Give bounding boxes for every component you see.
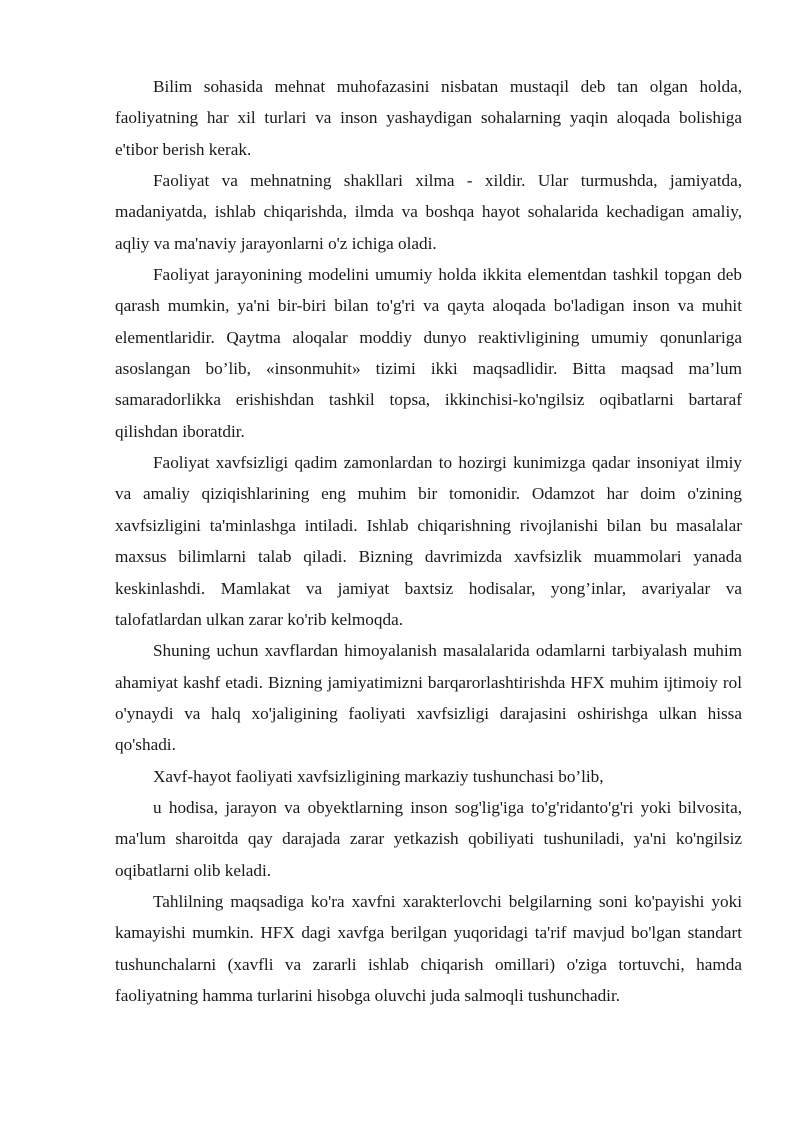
paragraph: Faoliyat jarayonining modelini umumiy holda ikkita elementdan tashkil topgan deb qarash mumkin, ya'ni bir-biri bilan to'g'ri va qayta aloqada bo'ladigan inson va muhit elementlaridir. Qaytma aloqalar moddiy dunyo reaktivligining umumiy qonunlariga asoslangan bo’lib, «insonmuhit» tizimi ikki maqsadlidir. Bitta maqsad ma’lum samaradorlikka erishishdan tashkil topsa, ikkinchisi-ko'ngilsiz oqibatlarni bartaraf qilishdan iboratdir. <box>115 265 742 441</box>
paragraph: Faoliyat va mehnatning shakllari xilma - xildir. Ular turmushda, jamiyatda, madaniyatda, ishlab chiqarishda, ilmda va boshqa hayot sohalarida kechadigan amaliy, aqliy va ma'naviy jarayonlarni o'z ichiga oladi. <box>115 171 742 253</box>
paragraph: Xavf-hayot faoliyati xavfsizligining markaziy tushunchasi bo’lib, <box>153 766 604 786</box>
paragraph: Faoliyat xavfsizligi qadim zamonlardan to hozirgi kunimizga qadar insoniyat ilmiy va amaliy qiziqishlarining eng muhim bir tomonidir. Odamzot har doim o'zining xavfsizligini ta'minlashga intiladi. Ishlab chiqarishning rivojlanishi bilan bu masalalar maxsus bilimlarni talab qiladi. Bizning davrimizda xavfsizlik muammolari yanada keskinlashdi. Mamlakat va jamiyat baxtsiz hodisalar, yong’inlar, avariyalar va talofatlardan ulkan zarar ko'rib kelmoqda. <box>115 453 742 629</box>
paragraph: Shuning uchun xavflardan himoyalanish masalalarida odamlarni tarbiyalash muhim ahamiyat kashf etadi. Bizning jamiyatimizni barqarorlashtirishda HFX muhim ijtimoiy rol o'ynaydi va halq xo'jaligining faoliyati xavfsizligi darajasini oshirishga ulkan hissa qo'shadi. <box>115 641 742 755</box>
paragraph: u hodisa, jarayon va obyektlarning inson sog'lig'iga to'g'ridanto'g'ri yoki bilvosita, ma'lum sharoitda qay darajada zarar yetkazish qobiliyati tushuniladi, ya'ni ko'ngilsiz oqibatlarni olib keladi. <box>115 797 742 880</box>
paragraph: Bilim sohasida mehnat muhofazasini nisbatan mustaqil deb tan olgan holda, faoliyatning har xil turlari va inson yashaydigan sohalarning yaqin aloqada bolishiga e'tibor berish kerak. <box>115 77 742 159</box>
paragraph: Tahlilning maqsadiga ko'ra xavfni xarakterlovchi belgilarning soni ko'payishi yoki kamayishi mumkin. HFX dagi xavfga berilgan yuqoridagi ta'rif mavjud bo'lgan standart tushunchalarni (xavfli va zararli ishlab chiqarish omillari) o'ziga tortuvchi, hamda faoliyatning hamma turlarini hisobga oluvchi juda salmoqli tushunchadir. <box>115 891 742 1005</box>
document-page <box>115 71 742 1011</box>
